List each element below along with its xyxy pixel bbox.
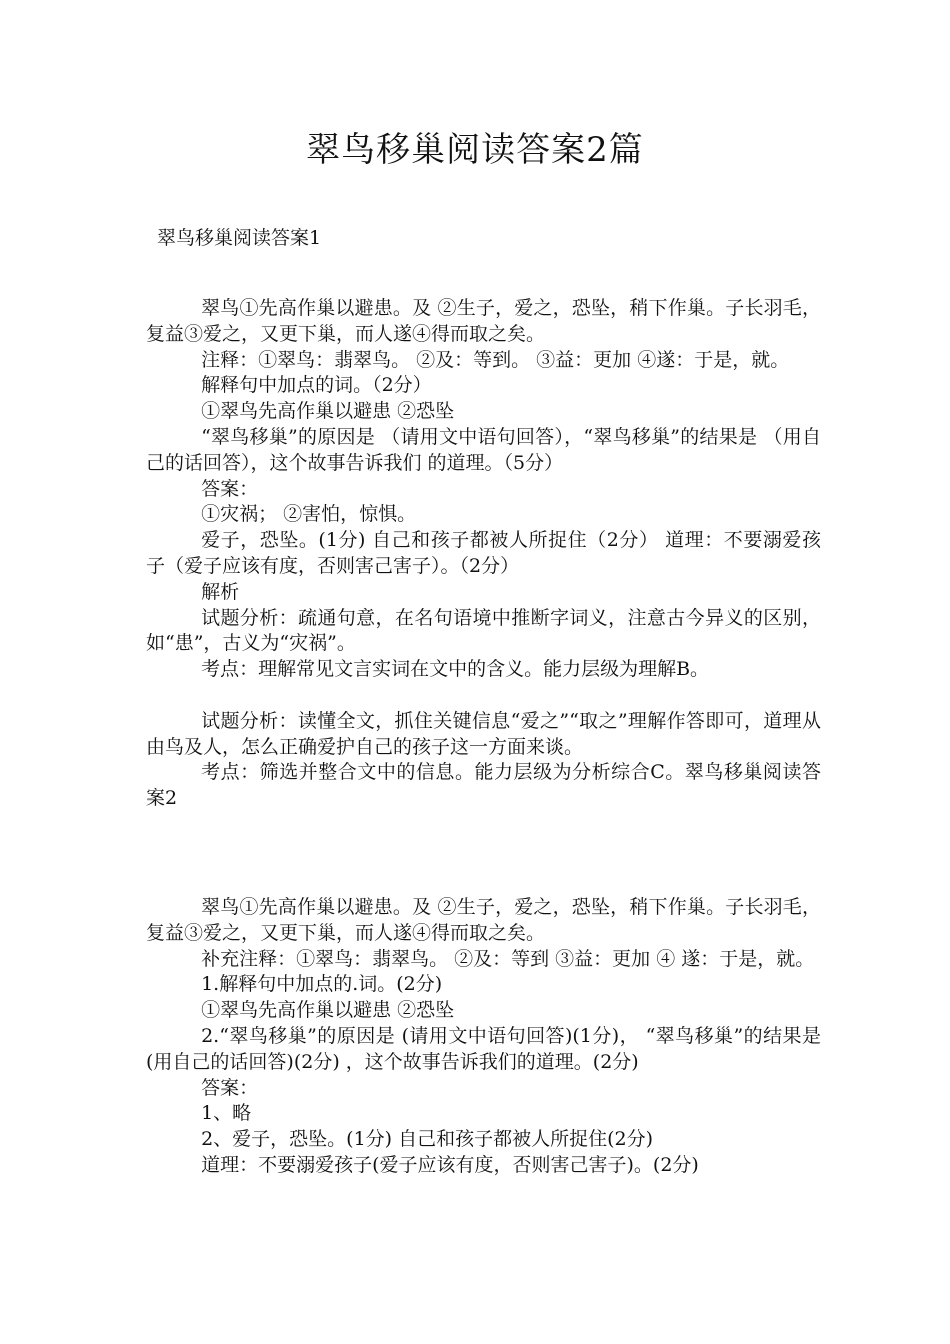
- classical-text-paragraph: 翠鸟①先高作巢以避患。及 ②生子，爱之，恐坠，稍下作巢。子长羽毛，复益③爱之，又更下巢，而人遂④得而取之矣。: [146, 297, 821, 345]
- question-paragraph: 1.解释句中加点的.词。(2分): [201, 973, 443, 996]
- analysis-paragraph: 试题分析：读懂全文，抓住关键信息“爱之”“取之”理解作答即可，道理从由鸟及人，怎么正确爱护自己的孩子这一方面来谈。: [146, 709, 821, 758]
- question-paragraph: “翠鸟移巢”的原因是 （请用文中语句回答），“翠鸟移巢”的结果是 （用自己的话回答），这个故事告诉我们 的道理。（5分）: [146, 425, 821, 474]
- classical-text-paragraph: 翠鸟①先高作巢以避患。及 ②生子，爱之，恐坠，稍下作巢。子长羽毛，复益③爱之，又更下巢，而人遂④得而取之矣。: [146, 896, 821, 944]
- section-heading: 翠鸟移巢阅读答案1: [157, 227, 322, 249]
- answer-paragraph: ①灾祸； ②害怕，惊惧。: [201, 503, 417, 526]
- answer-paragraph: 爱子，恐坠。(1分) 自己和孩子都被人所捉住（2分） 道理：不要溺爱孩子（爱子应该有度，否则害己害子）。（2分）: [146, 529, 821, 577]
- question-paragraph: 2.“翠鸟移巢”的原因是 (请用文中语句回答)(1分)， “翠鸟移巢”的结果是 (用自己的话回答)(2分) ，这个故事告诉我们的道理。(2分): [146, 1024, 821, 1073]
- analysis-label: 解析: [201, 580, 240, 603]
- annotation-paragraph: 注释：①翠鸟：翡翠鸟。 ②及：等到。 ③益：更加 ④遂：于是，就。: [201, 348, 790, 371]
- question-items: ①翠鸟先高作巢以避患 ②恐坠: [201, 400, 455, 423]
- answer-paragraph: 2、爱子，恐坠。(1分) 自己和孩子都被人所捉住(2分): [201, 1128, 654, 1151]
- analysis-paragraph: 试题分析：疏通句意，在名句语境中推断字词义，注意古今异义的区别，如“患”，古义为“灾祸”。: [146, 606, 821, 655]
- question-items: ①翠鸟先高作巢以避患 ②恐坠: [201, 999, 455, 1022]
- analysis-paragraph: 考点：理解常见文言实词在文中的含义。能力层级为理解B。: [201, 658, 710, 681]
- answer-paragraph: 道理：不要溺爱孩子(爱子应该有度，否则害己害子)。(2分): [201, 1153, 699, 1176]
- answer-section-2: [146, 895, 821, 1179]
- analysis-paragraph: 考点：筛选并整合文中的信息。能力层级为分析综合C。翠鸟移巢阅读答案2: [146, 761, 821, 810]
- spacer: [146, 683, 821, 709]
- answer-section-1: [146, 296, 821, 812]
- answer-label: 答案：: [201, 477, 259, 500]
- annotation-paragraph: 补充注释：①翠鸟：翡翠鸟。 ②及：等到 ③益：更加 ④ 遂：于是，就。: [201, 947, 815, 970]
- document-title: 翠鸟移巢阅读答案2篇: [306, 130, 644, 170]
- question-paragraph: 解释句中加点的词。（2分）: [201, 374, 432, 397]
- answer-paragraph: 1、略: [201, 1102, 252, 1125]
- answer-label: 答案：: [201, 1076, 259, 1099]
